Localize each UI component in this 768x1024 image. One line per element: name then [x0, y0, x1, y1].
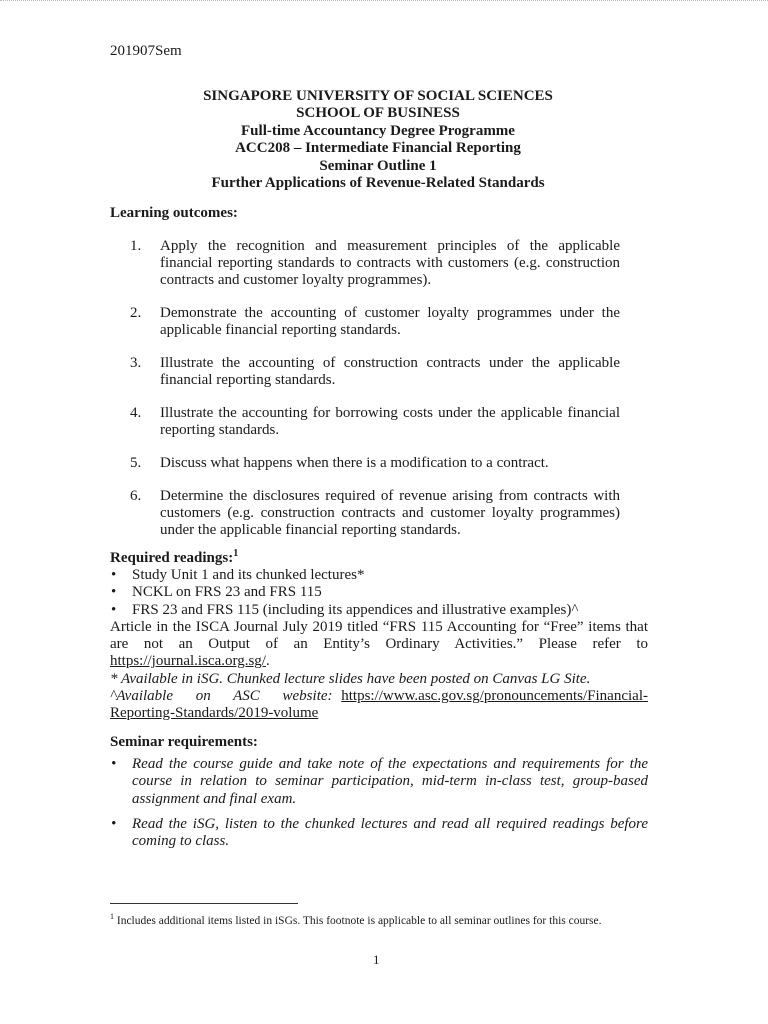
footnote-text: Includes additional items listed in iSGs. This footnote is applicable to all seminar outlines for this course. — [116, 914, 602, 927]
item-number: 6. — [130, 488, 142, 504]
article-end: . — [265, 653, 270, 670]
article-line: are not an Output of an Entity’s Ordinary Activities.” Please refer to — [110, 636, 648, 653]
isca-journal-link[interactable]: https://journal.isca.org.sg/ — [110, 653, 266, 670]
document-header — [110, 88, 646, 192]
footnote-divider — [110, 903, 298, 904]
list-item — [110, 238, 620, 289]
footnote — [110, 909, 630, 929]
item-text: Illustrate the accounting for borrowing costs under the applicable financial reporting standards. — [160, 405, 620, 438]
top-edge-rule — [0, 0, 768, 5]
list-item: • NCKL on FRS 23 and FRS 115 — [110, 584, 648, 601]
required-readings-heading — [110, 548, 238, 567]
list-item: • Read the course guide and take note of the expectations and requirements for the course in relation to seminar participation, mid-term in-class test, group-based assignment and final exam. — [110, 756, 648, 808]
seminar-topic: Further Applications of Revenue-Related Standards — [211, 175, 545, 192]
school-name: SCHOOL OF BUSINESS — [296, 105, 460, 122]
document-code: 201907Sem — [110, 43, 182, 59]
heading-text: Required readings: — [110, 550, 234, 566]
list-item — [110, 488, 620, 539]
isg-note: * Available in iSG. Chunked lecture slides have been posted on Canvas LG Site. — [110, 670, 591, 687]
footnote-number: 1 — [110, 912, 114, 921]
asc-website-link-continued[interactable]: Reporting-Standards/2019-volume — [110, 705, 319, 722]
item-number: 1. — [130, 238, 142, 254]
seminar-number: Seminar Outline 1 — [319, 157, 437, 174]
seminar-requirements — [110, 756, 648, 858]
item-number: 3. — [130, 355, 142, 371]
list-item — [110, 355, 620, 389]
seminar-requirements-heading: Seminar requirements: — [110, 734, 258, 750]
item-text: Apply the recognition and measurement principles of the applicable financial reporting standards to contracts with customers (e.g. construction contracts and customer loyalty programmes). — [160, 238, 620, 288]
list-item: • Study Unit 1 and its chunked lectures* — [110, 567, 648, 584]
asc-prefix: ^Available on ASC website: — [110, 688, 333, 705]
item-number: 2. — [130, 305, 142, 321]
item-number: 5. — [130, 455, 142, 471]
list-item — [110, 455, 620, 472]
item-text: Determine the disclosures required of revenue arising from contracts with customers (e.g. construction contracts and customer loyalty programmes) under the applicable financial reporting standards. — [160, 488, 620, 538]
article-link-line — [110, 653, 648, 670]
asc-website-link[interactable]: https://www.asc.gov.sg/pronouncements/Financial- — [341, 688, 648, 705]
page-number: 1 — [373, 952, 380, 967]
learning-outcomes-list — [110, 238, 620, 555]
list-item: • FRS 23 and FRS 115 (including its appendices and illustrative examples)^ — [110, 602, 648, 619]
list-item: • Read the iSG, listen to the chunked lectures and read all required readings before coming to class. — [110, 816, 648, 851]
required-readings — [110, 567, 648, 723]
article-line: Article in the ISCA Journal July 2019 titled “FRS 115 Accounting for “Free” items that — [110, 618, 648, 635]
item-text: Illustrate the accounting of construction contracts under the applicable financial reporting standards. — [160, 355, 620, 388]
university-name: SINGAPORE UNIVERSITY OF SOCIAL SCIENCES — [203, 88, 553, 104]
learning-outcomes-heading: Learning outcomes: — [110, 205, 238, 221]
item-text: Discuss what happens when there is a modification to a contract. — [160, 455, 549, 471]
item-text: Demonstrate the accounting of customer loyalty programmes under the applicable financial reporting standards. — [160, 305, 620, 338]
course-title: ACC208 – Intermediate Financial Reporting — [235, 140, 521, 157]
programme-name: Full-time Accountancy Degree Programme — [241, 122, 515, 139]
item-number: 4. — [130, 405, 142, 421]
asc-line — [110, 688, 648, 705]
list-item — [110, 405, 620, 439]
list-item — [110, 305, 620, 339]
footnote-mark[interactable]: 1 — [233, 548, 239, 559]
